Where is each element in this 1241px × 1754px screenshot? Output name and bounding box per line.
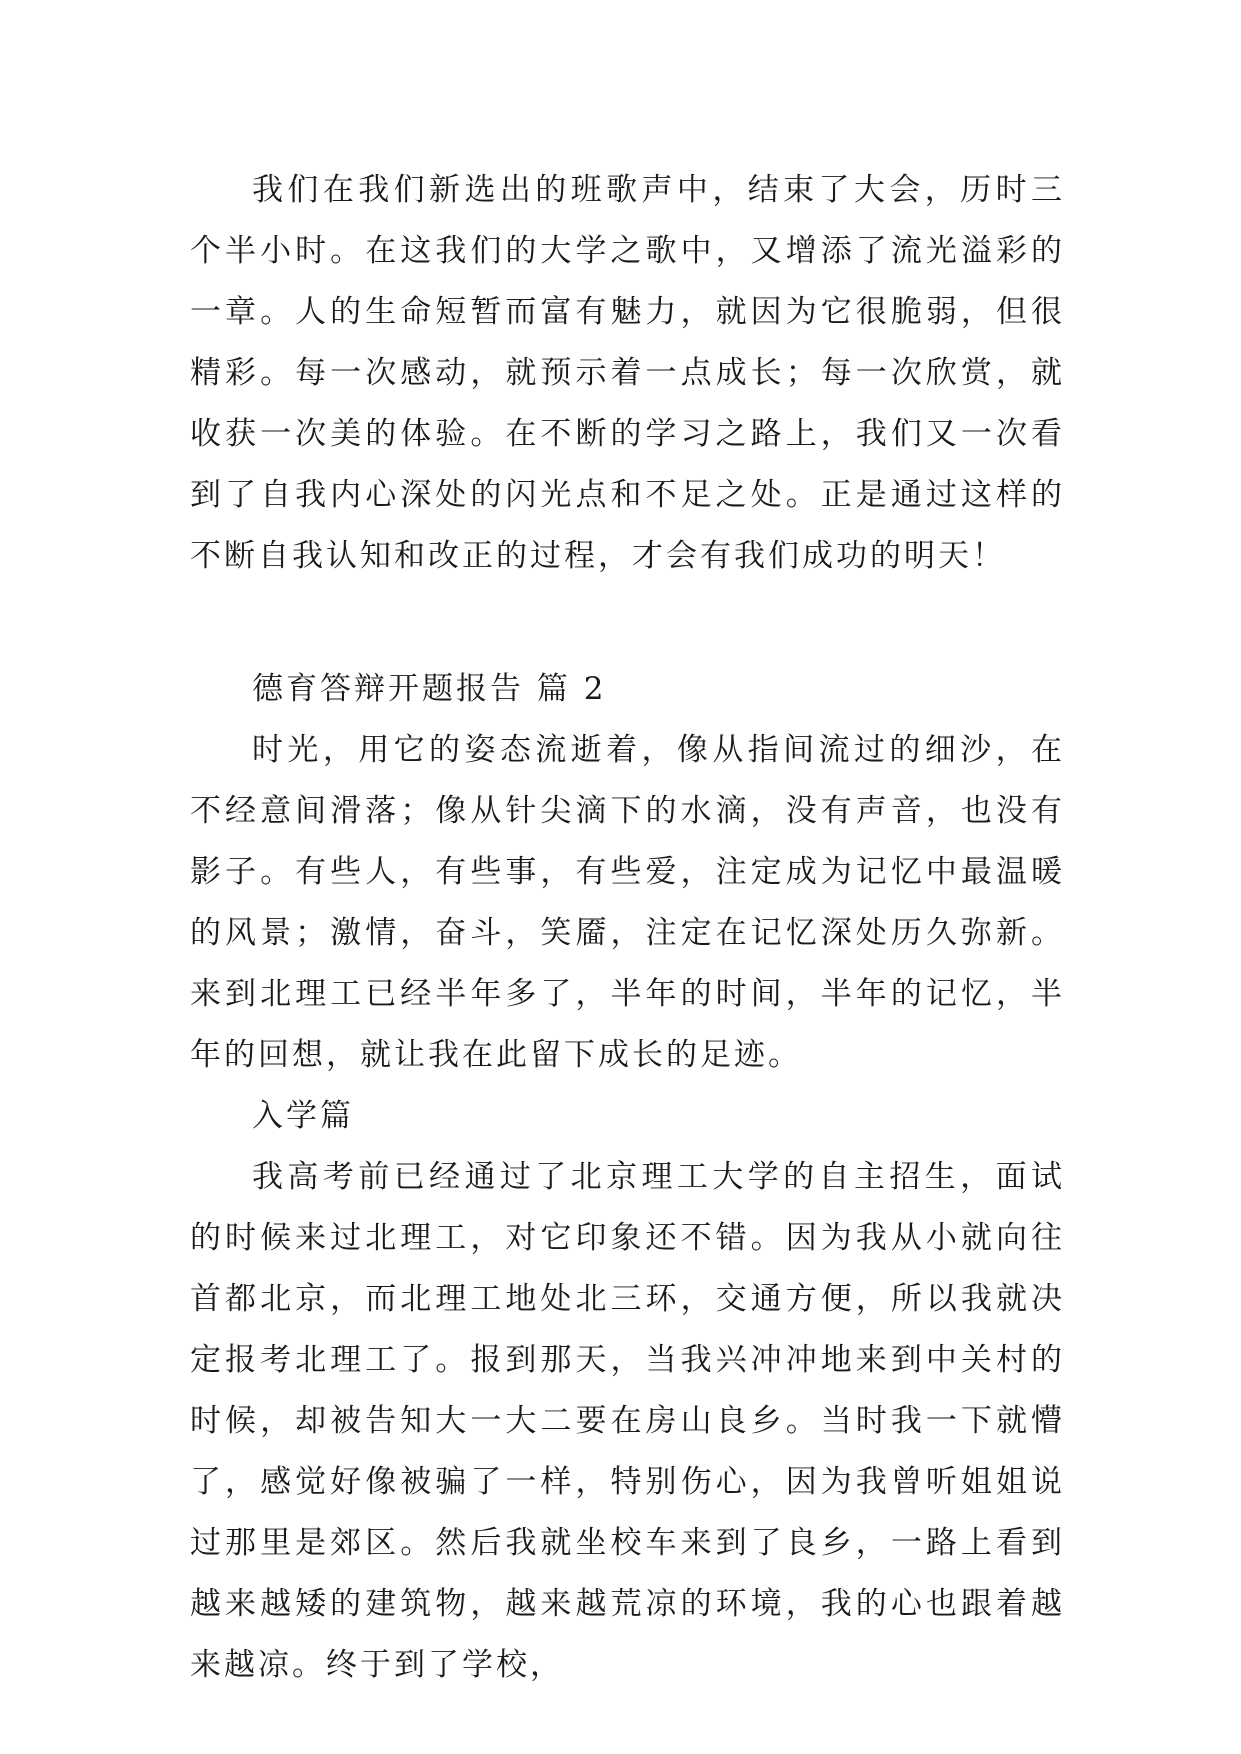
section-title: 德育答辩开题报告 篇 2	[252, 671, 607, 707]
paragraph-closing: 我们在我们新选出的班歌声中，结束了大会，历时三个半小时。在这我们的大学之歌中，又增添了流光溢彩的一章。人的生命短暂而富有魅力，就因为它很脆弱，但很精彩。每一次感动，就预示着一点成长；每一次欣赏，就收获一次美的体验。在不断的学习之路上，我们又一次看到了自我内心深处的闪光点和不足之处。正是通过这样的不断自我认知和改正的过程，才会有我们成功的明天！	[190, 172, 1065, 574]
document-body	[190, 160, 1065, 1696]
paragraph-intro: 时光，用它的姿态流逝着，像从指间流过的细沙，在不经意间滑落；像从针尖滴下的水滴，没有声音，也没有影子。有些人，有些事，有些爱，注定成为记忆中最温暖的风景；激情，奋斗，笑靥，注定在记忆深处历久弥新。来到北理工已经半年多了，半年的时间，半年的记忆，半年的回想，就让我在此留下成长的足迹。	[190, 732, 1065, 1073]
paragraph-enrollment: 我高考前已经通过了北京理工大学的自主招生，面试的时候来过北理工，对它印象还不错。因为我从小就向往首都北京，而北理工地处北三环，交通方便，所以我就决定报考北理工了。报到那天，当我兴冲冲地来到中关村的时候，却被告知大一大二要在房山良乡。当时我一下就懵了，感觉好像被骗了一样，特别伤心，因为我曾听姐姐说过那里是郊区。然后我就坐校车来到了良乡，一路上看到越来越矮的建筑物，越来越荒凉的环境，我的心也跟着越来越凉。终于到了学校，	[190, 1159, 1065, 1683]
section-gap	[190, 587, 1065, 659]
subheading: 入学篇	[252, 1098, 354, 1134]
